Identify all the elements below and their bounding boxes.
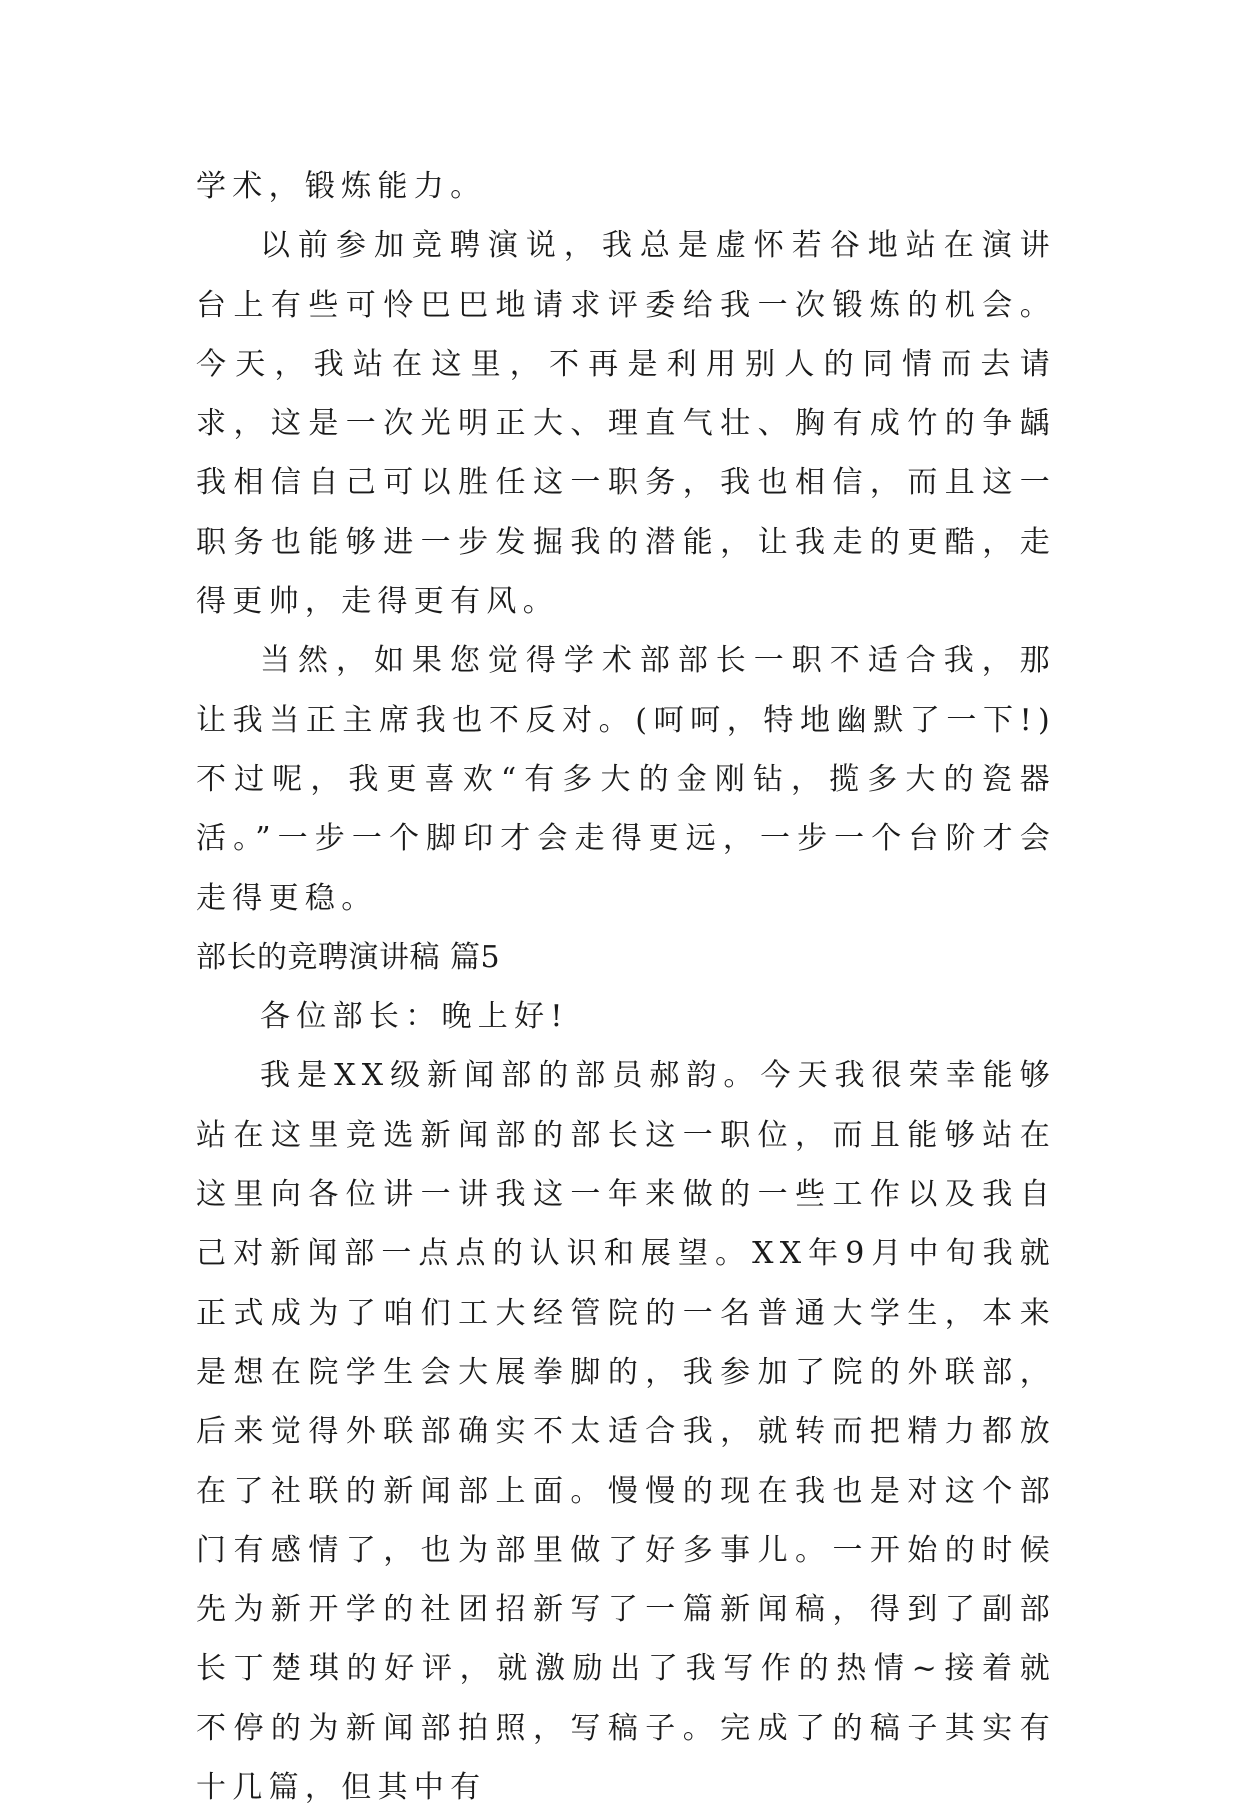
section-heading: 部长的竞聘演讲稿 篇5 [196, 939, 501, 975]
paragraph-1: 学术，锻炼能力。 [196, 169, 487, 204]
greeting-paragraph: 各位部长：晚上好! [260, 999, 569, 1035]
body-paragraph: 我是XX级新闻部的部员郝韵。今天我很荣幸能够站在这里竞选新闻部的部长这一职位，而且能够站在这里向各位讲一讲我这一年来做的一些工作以及我自己对新闻部一点点的认识和展望。XX年9月中旬我就正式成为了咱们工大经管院的一名普通大学生，本来是想在院学生会大展拳脚的，我参加了院的外联部，后来觉得外联部确实不太适合我，就转而把精力都放在了社联的新闻部上面。慢慢的现在我也是对这个部门有感情了，也为部里做了好多事儿。一开始的时候先为新开学的社团招新写了一篇新闻稿，得到了副部长丁楚琪的好评，就激励出了我写作的热情~接着就不停的为新闻部拍照，写稿子。完成了的稿子其实有十几篇，但其中有 [196, 1058, 1056, 1806]
paragraph-3: 当然，如果您觉得学术部部长一职不适合我，那让我当正主席我也不反对。(呵呵，特地幽默了一下!)不过呢，我更喜欢“有多大的金刚钻，揽多大的瓷器活。”一步一个脚印才会走得更远，一步一个台阶才会走得更稳。 [196, 643, 1056, 916]
document-body [196, 157, 1056, 1817]
paragraph-2: 以前参加竞聘演说，我总是虚怀若谷地站在演讲台上有些可怜巴巴地请求评委给我一次锻炼的机会。今天，我站在这里，不再是利用别人的同情而去请求，这是一次光明正大、理直气壮、胸有成竹的争龋我相信自己可以胜任这一职务，我也相信，而且这一职务也能够进一步发掘我的潜能，让我走的更酷，走得更帅，走得更有风。 [196, 228, 1056, 620]
